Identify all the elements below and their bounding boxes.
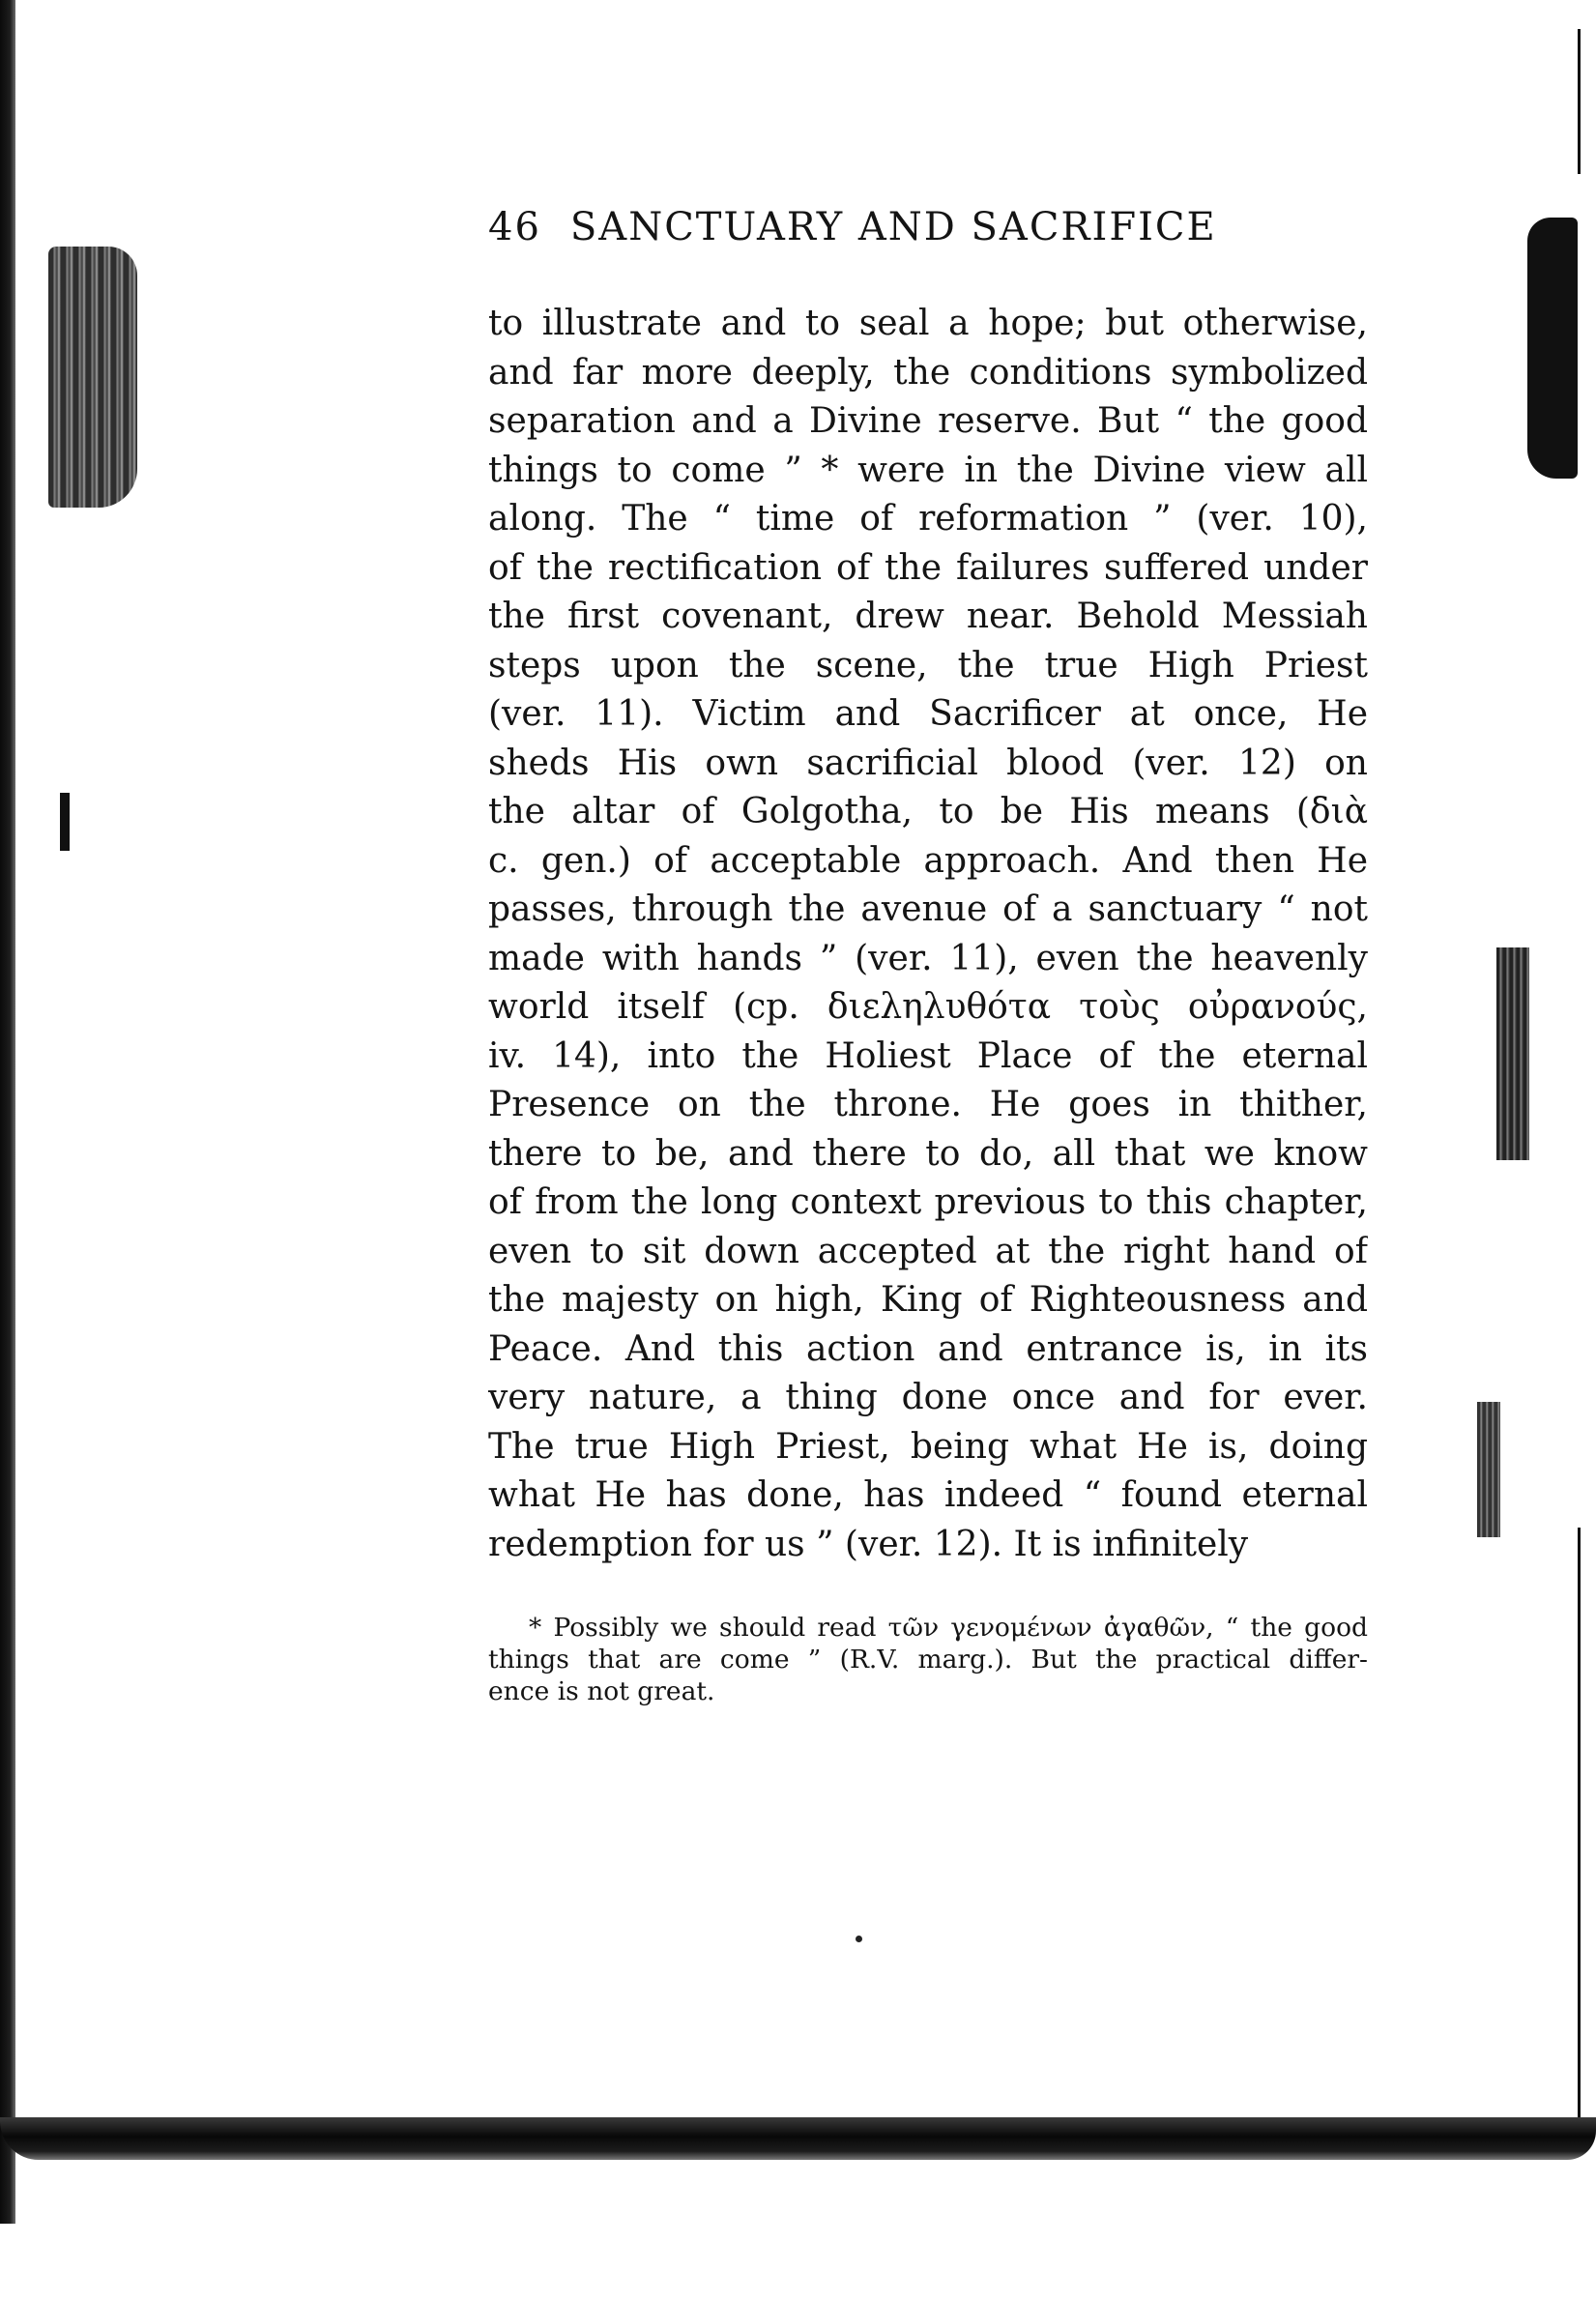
body-line: the first covenant, drew near. Behold Messiah: [488, 597, 1368, 636]
body-line: iv. 14), into the Holiest Place of the eternal: [488, 1035, 1368, 1076]
body-line: there to be, and there to do, all that we know: [488, 1133, 1368, 1174]
body-line: world itself (cp. διεληλυθότα τοὺς οὐρανούς,: [488, 987, 1368, 1027]
footnote-line: things that are come ” (R.V. marg.). But the practical differ-: [488, 1645, 1368, 1675]
footnote: [488, 1612, 1368, 1707]
footnote-line: * Possibly we should read τῶν γενομένων ἀγαθῶν, “ the good: [529, 1613, 1368, 1643]
ink-speck: [856, 1936, 862, 1942]
scan-mark-right-lower: [1477, 1402, 1500, 1537]
body-line: made with hands ” (ver. 11), even the heavenly: [488, 938, 1368, 978]
body-line: even to sit down accepted at the right hand of: [488, 1231, 1368, 1271]
body-line: very nature, a thing done once and for ever.: [488, 1378, 1368, 1417]
body-text: [488, 300, 1368, 1569]
body-line: redemption for us ” (ver. 12). It is infinitely: [488, 1524, 1249, 1564]
body-line: c. gen.) of acceptable approach. And then He: [488, 840, 1368, 881]
running-header: [488, 205, 1217, 249]
scan-edge-right-line-top: [1578, 29, 1581, 174]
body-line: the altar of Golgotha, to be His means (διὰ: [488, 792, 1368, 831]
body-line: of from the long context previous to this chapter,: [488, 1182, 1368, 1222]
body-line: and far more deeply, the conditions symbolized: [488, 352, 1368, 393]
body-line: passes, through the avenue of a sanctuary “ not: [488, 889, 1368, 929]
body-line: Presence on the throne. He goes in thither,: [488, 1085, 1368, 1124]
binding-shadow-mark: [48, 247, 137, 508]
body-line: steps upon the scene, the true High Priest: [488, 645, 1368, 685]
scan-edge-bottom: [0, 2117, 1596, 2160]
body-line: of the rectification of the failures suffered under: [488, 547, 1368, 588]
body-line: the majesty on high, King of Righteousness and: [488, 1280, 1368, 1320]
scan-edge-left: [0, 0, 15, 2224]
body-line: things to come ” * were in the Divine view all: [488, 450, 1368, 490]
body-line: what He has done, has indeed “ found eternal: [488, 1475, 1368, 1515]
body-line: to illustrate and to seal a hope; but otherwise,: [488, 304, 1368, 343]
scan-mark-right-top: [1527, 218, 1578, 479]
body-line: sheds His own sacrificial blood (ver. 12) on: [488, 743, 1368, 783]
page-number: 46: [488, 205, 541, 249]
running-title: SANCTUARY AND SACRIFICE: [569, 205, 1217, 249]
body-line: Peace. And this action and entrance is, in its: [488, 1328, 1368, 1369]
scan-edge-right-line: [1578, 1528, 1581, 2146]
body-line: (ver. 11). Victim and Sacrificer at once, He: [488, 694, 1368, 734]
scan-mark-right-middle: [1496, 947, 1529, 1160]
body-line: along. The “ time of reformation ” (ver. 10),: [488, 499, 1368, 539]
body-line: separation and a Divine reserve. But “ the good: [488, 401, 1368, 441]
binding-notch-mark: [60, 793, 70, 851]
body-line: The true High Priest, being what He is, doing: [488, 1426, 1368, 1467]
footnote-line: ence is not great.: [488, 1676, 715, 1706]
